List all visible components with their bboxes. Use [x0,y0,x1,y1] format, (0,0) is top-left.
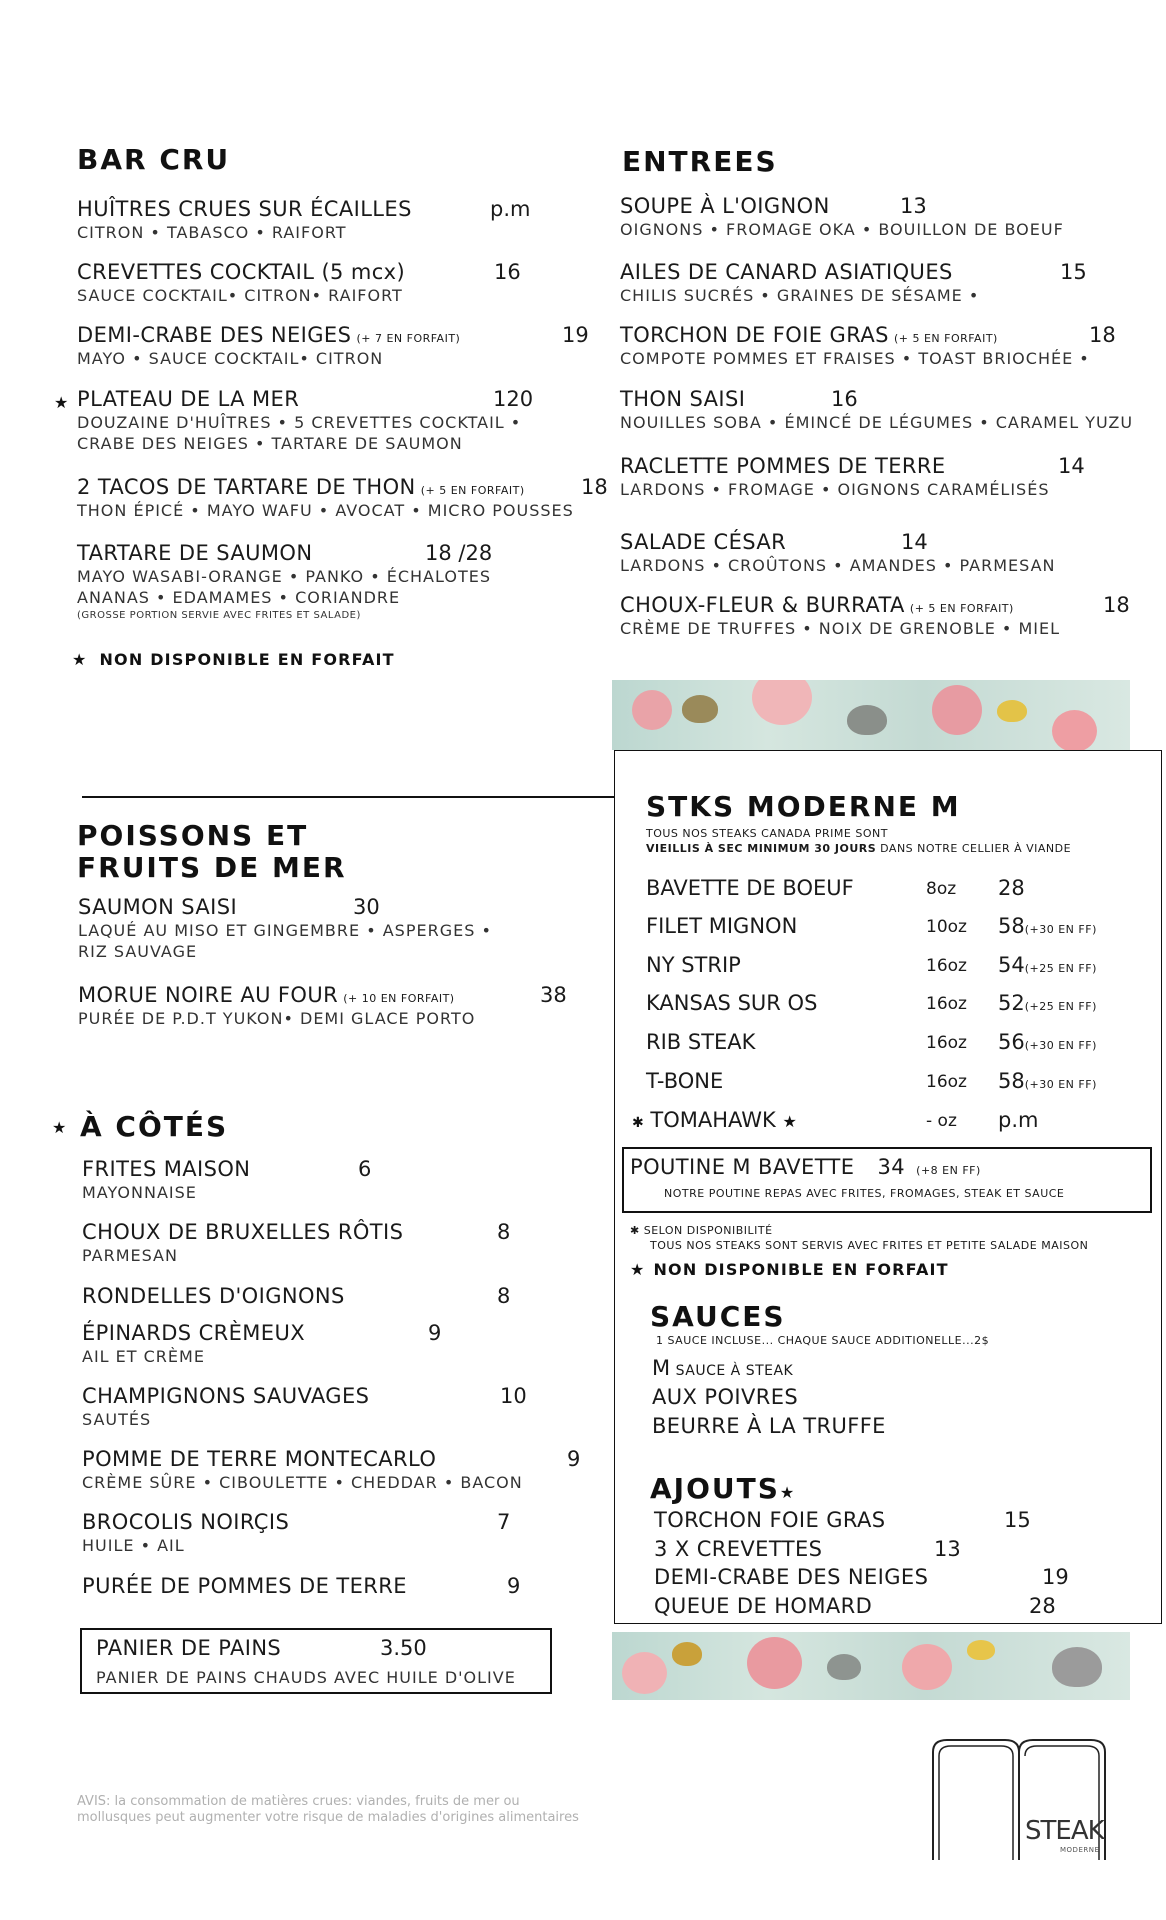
ajout-name: QUEUE DE HOMARD [654,1594,873,1618]
item-name: SALADE CÉSAR [620,530,787,554]
item-price: 18 [1103,593,1130,617]
steak-row [646,953,1126,983]
ajout-name: TORCHON FOIE GRAS [654,1508,886,1532]
sauces-heading: SAUCES [650,1300,786,1333]
steak-ff: (+25 EN FF) [1024,1000,1097,1013]
item-price: 16 [494,260,521,284]
panier-name: PANIER DE PAINS [96,1636,282,1660]
item-price: 8 [497,1284,511,1308]
sauce-m-label: SAUCE À STEAK [675,1363,794,1379]
steak-name: TOMAHAWK [650,1108,776,1132]
steak-ff: (+30 EN FF) [1024,1039,1097,1052]
poissons-heading-line2: FRUITS DE MER [77,851,347,884]
steak-price-value: 54 [998,953,1025,977]
item-desc: HUILE • AIL [82,1536,185,1555]
item-price: 10 [500,1384,527,1408]
menu-item [620,323,1116,368]
steaks-footnote [630,1260,949,1279]
steak-oz: 8oz [926,879,957,899]
item-desc: SAUCE COCKTAIL• CITRON• RAIFORT [77,286,403,305]
steak-price-value: p.m [998,1108,1039,1132]
panier-desc: PANIER DE PAINS CHAUDS AVEC HUILE D'OLIVE [96,1668,516,1687]
item-name: SOUPE À L'OIGNON [620,194,830,218]
item-desc: MAYO WASABI-ORANGE • PANKO • ÉCHALOTES [77,567,491,586]
section-divider [82,796,614,798]
ajouts-heading [650,1472,796,1505]
menu-item [82,1220,511,1265]
steak-price [998,1108,1038,1132]
ajout-price: 19 [1042,1565,1069,1589]
item-desc-2: RIZ SAUVAGE [78,942,198,961]
item-name: HUÎTRES CRUES SUR ÉCAILLES [77,197,412,221]
steak-row [632,1108,1112,1138]
menu-item [77,541,491,621]
menu-item [78,983,567,1028]
menu-item [620,530,1056,575]
steak-price [998,953,1097,977]
steak-ff: (+30 EN FF) [1024,1078,1097,1091]
star-icon: ★ [782,1112,797,1131]
item-name: 2 TACOS DE TARTARE DE THON [77,475,416,499]
item-name: CREVETTES COCKTAIL (5 mcx) [77,260,406,284]
ajout-price: 13 [934,1537,961,1561]
steak-price-value: 58 [998,1069,1025,1093]
ajout-price: 15 [1004,1508,1031,1532]
item-desc: PARMESAN [82,1246,178,1265]
steak-price-value: 58 [998,914,1025,938]
menu-item [77,475,608,520]
panier-price: 3.50 [380,1636,427,1660]
avis-line-1: AVIS: la consommation de matières crues: viandes, fruits de mer ou [77,1794,520,1809]
item-desc: LARDONS • FROMAGE • OIGNONS CARAMÉLISÉS [620,480,1050,499]
steak-name: RIB STEAK [646,1030,756,1054]
steaks-subtitle [646,826,1071,856]
item-name: ÉPINARDS CRÈMEUX [82,1321,306,1345]
ajout-item [654,1508,1074,1532]
sauces-subtitle: 1 SAUCE INCLUSE... CHAQUE SAUCE ADDITIONELLE...2$ [656,1334,990,1347]
item-price: 38 [540,983,567,1007]
item-name: MORUE NOIRE AU FOUR [78,983,339,1007]
servis-text: TOUS NOS STEAKS SONT SERVIS AVEC FRITES ET PETITE SALADE MAISON [650,1239,1089,1252]
sauce-m-letter: M [652,1356,671,1380]
menu-item [82,1510,511,1555]
bar-cru-heading: BAR CRU [77,143,231,176]
menu-item [77,387,534,453]
sauce-item: AUX POIVRES [652,1385,799,1409]
item-name: THON SAISI [620,387,746,411]
item-price: 18 /28 [425,541,493,565]
item-price: 120 [493,387,534,411]
footnote-text: NON DISPONIBLE EN FORFAIT [99,650,395,669]
menu-item [82,1157,372,1202]
item-name: AILES DE CANARD ASIATIQUES [620,260,953,284]
steak-price-value: 28 [998,876,1025,900]
star-icon: ★ [72,650,87,669]
item-name: BROCOLIS NOIRÇIS [82,1510,290,1534]
steak-row [646,876,1126,906]
poissons-heading [77,820,347,884]
item-price: 13 [900,194,927,218]
steak-oz: 16oz [926,994,967,1014]
item-name: TORCHON DE FOIE GRAS [620,323,889,347]
menu-item [82,1284,511,1308]
steak-price [998,1030,1097,1054]
sauce-item: BEURRE À LA TRUFFE [652,1414,886,1438]
asterisk-icon: ✱ [630,1224,640,1237]
poissons-heading-line1: POISSONS ET [77,819,309,852]
ajout-item [654,1537,1074,1561]
item-name: FRITES MAISON [82,1157,251,1181]
item-desc: MAYO • SAUCE COCKTAIL• CITRON [77,349,384,368]
steak-price [998,876,1025,900]
item-name: PLATEAU DE LA MER [77,387,300,411]
item-name: DEMI-CRABE DES NEIGES [77,323,352,347]
item-price: 30 [353,895,380,919]
item-desc: CRÈME SÛRE • CIBOULETTE • CHEDDAR • BACON [82,1473,523,1492]
steak-price-value: 52 [998,991,1025,1015]
steak-row [646,1030,1126,1060]
logo-small: MODERNE [1060,1846,1100,1854]
item-price: 18 [581,475,608,499]
item-desc: PURÉE DE P.D.T YUKON• DEMI GLACE PORTO [78,1009,476,1028]
steak-price [998,991,1097,1015]
star-icon: ★ [52,1118,67,1137]
steak-row [646,991,1126,1021]
steaks-notes [630,1223,1088,1253]
steak-ff: (+30 EN FF) [1024,923,1097,936]
menu-item [82,1574,521,1598]
item-desc: DOUZAINE D'HUÎTRES • 5 CREVETTES COCKTAIL • [77,413,522,432]
poutine-ff: (+8 EN FF) [916,1164,981,1177]
item-desc: NOUILLES SOBA • ÉMINCÉ DE LÉGUMES • CARAMEL YUZU [620,413,1134,432]
ajout-item [654,1565,1094,1589]
steak-oz: - oz [926,1111,957,1131]
item-desc: MAYONNAISE [82,1183,197,1202]
menu-item [620,454,1085,499]
item-desc-2: CRABE DES NEIGES • TARTARE DE SAUMON [77,434,463,453]
avis-line-2: mollusques peut augmenter votre risque de maladies d'origines alimentaires [77,1810,579,1825]
poutine-name: POUTINE M BAVETTE [630,1155,855,1179]
steak-price-value: 56 [998,1030,1025,1054]
menu-item [620,260,1087,305]
menu-item [78,895,492,961]
steak-price [998,914,1097,938]
steak-oz: 16oz [926,956,967,976]
steak-ff: (+25 EN FF) [1024,962,1097,975]
poutine-box [622,1147,1152,1213]
item-desc: CRÈME DE TRUFFES • NOIX DE GRENOBLE • MIEL [620,619,1060,638]
item-price: 14 [1058,454,1085,478]
floral-banner-top [612,680,1130,750]
menu-item [620,593,1130,638]
steak-price [998,1069,1097,1093]
item-price: 8 [497,1220,511,1244]
star-icon: ★ [54,393,69,412]
steak-moderne-logo [925,1732,1125,1862]
steaks-sub-2-bold: VIEILLIS À SEC MINIMUM 30 JOURS [646,842,877,855]
ajout-price: 28 [1029,1594,1056,1618]
panier-box [80,1628,552,1694]
menu-item [620,387,1133,432]
item-name: CHAMPIGNONS SAUVAGES [82,1384,370,1408]
item-name: CHOUX-FLEUR & BURRATA [620,593,905,617]
item-desc: COMPOTE POMMES ET FRAISES • TOAST BRIOCHÉE • [620,349,1090,368]
footnote-text: NON DISPONIBLE EN FORFAIT [653,1260,949,1279]
sauce-item [652,1356,793,1380]
steak-name: BAVETTE DE BOEUF [646,876,854,900]
item-name: RACLETTE POMMES DE TERRE [620,454,946,478]
menu-item [82,1447,581,1492]
avis-disclaimer [77,1794,579,1826]
item-desc: SAUTÉS [82,1410,152,1429]
steak-name: NY STRIP [646,953,741,977]
steaks-sub-2-rest: DANS NOTRE CELLIER À VIANDE [876,842,1072,855]
item-price: 6 [358,1157,372,1181]
item-desc: AIL ET CRÈME [82,1347,205,1366]
item-desc-2: ANANAS • EDAMAMES • CORIANDRE [77,588,401,607]
item-name: CHOUX DE BRUXELLES RÔTIS [82,1220,404,1244]
item-extra: (+ 5 EN FORFAIT) [420,484,525,497]
floral-banner-bottom [612,1632,1130,1700]
steaks-heading: STKS MODERNE M [646,790,961,823]
star-icon: ★ [779,1483,797,1502]
item-price: 18 [1089,323,1116,347]
menu-item [82,1321,442,1366]
item-desc: CITRON • TABASCO • RAIFORT [77,223,347,242]
menu-item [77,323,589,368]
menu-item [620,194,1064,239]
ajout-name: 3 X CREVETTES [654,1537,823,1561]
item-note: (GROSSE PORTION SERVIE AVEC FRITES ET SALADE) [77,610,361,621]
bar-cru-footnote [72,650,395,669]
item-desc: LAQUÉ AU MISO ET GINGEMBRE • ASPERGES • [78,921,492,940]
menu-item [77,260,521,305]
poutine-desc: NOTRE POUTINE REPAS AVEC FRITES, FROMAGES, STEAK ET SAUCE [664,1187,1065,1200]
menu-item [77,197,531,242]
item-price: p.m [490,197,531,221]
steak-row [646,1069,1126,1099]
steak-name: T-BONE [646,1069,724,1093]
item-price: 16 [831,387,858,411]
item-extra: (+ 7 EN FORFAIT) [356,332,461,345]
asterisk-icon: ✱ [632,1115,644,1131]
ajouts-title: AJOUTS [650,1472,780,1505]
steak-row [646,914,1126,944]
item-name: POMME DE TERRE MONTECARLO [82,1447,437,1471]
logo-word: STEAK [1025,1816,1104,1846]
item-extra: (+ 5 EN FORFAIT) [893,332,998,345]
entrees-heading: ENTREES [622,145,778,178]
item-price: 15 [1060,260,1087,284]
ajout-name: DEMI-CRABE DES NEIGES [654,1565,929,1589]
item-name: PURÉE DE POMMES DE TERRE [82,1574,407,1598]
item-name: TARTARE DE SAUMON [77,541,313,565]
item-desc: OIGNONS • FROMAGE OKA • BOUILLON DE BOEUF [620,220,1064,239]
item-desc: LARDONS • CROÛTONS • AMANDES • PARMESAN [620,556,1056,575]
item-desc: CHILIS SUCRÉS • GRAINES DE SÉSAME • [620,286,980,305]
cotes-heading: À CÔTÉS [80,1110,229,1143]
item-price: 9 [428,1321,442,1345]
steaks-sub-1: TOUS NOS STEAKS CANADA PRIME SONT [646,827,888,840]
poutine-price: 34 [877,1155,906,1179]
steak-oz: 10oz [926,917,967,937]
menu-item [82,1384,527,1429]
item-extra: (+ 5 EN FORFAIT) [909,602,1014,615]
steak-oz: 16oz [926,1033,967,1053]
selon-text: SELON DISPONIBILITÉ [643,1224,773,1237]
item-price: 7 [497,1510,511,1534]
item-price: 9 [507,1574,521,1598]
item-extra: (+ 10 EN FORFAIT) [343,992,455,1005]
item-name: RONDELLES D'OIGNONS [82,1284,345,1308]
item-price: 19 [562,323,589,347]
steak-oz: 16oz [926,1072,967,1092]
star-icon: ★ [630,1260,645,1279]
steak-name: FILET MIGNON [646,914,798,938]
steak-name: KANSAS SUR OS [646,991,818,1015]
item-price: 14 [901,530,928,554]
ajout-item [654,1594,1094,1618]
item-price: 9 [567,1447,581,1471]
item-desc: THON ÉPICÉ • MAYO WAFU • AVOCAT • MICRO POUSSES [77,501,574,520]
item-name: SAUMON SAISI [78,895,238,919]
